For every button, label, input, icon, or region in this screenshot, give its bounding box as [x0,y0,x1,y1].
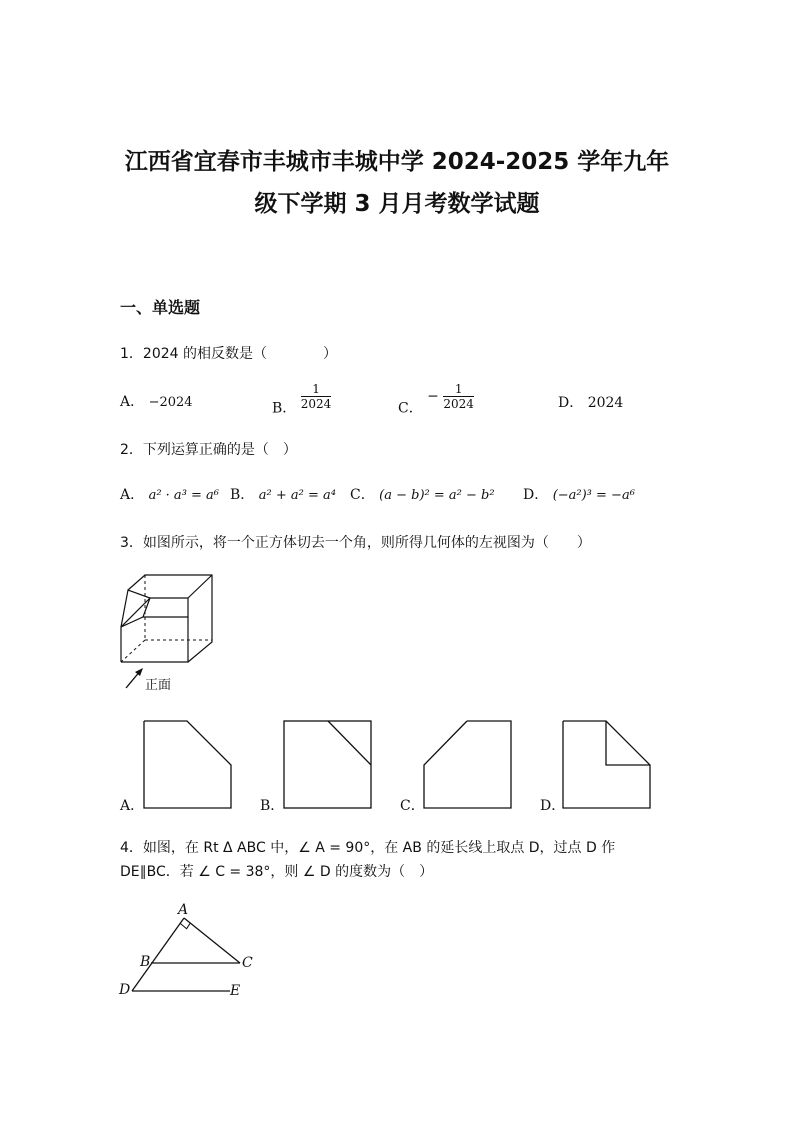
question-1-option-a [120,391,193,411]
fraction-numerator: 1 [443,382,474,397]
point-a-label: A [178,902,189,918]
fraction-denominator: 2024 [300,397,332,411]
option-expression: (a − b)² = a² − b² [379,488,495,503]
section-heading: 一、单选题 [120,298,201,317]
question-3-option-b-label: B． [260,798,285,814]
point-b-label: B [140,954,151,970]
question-2-option-d [523,484,635,504]
point-d-label: D [119,982,131,998]
triangle-figure [118,900,268,1005]
question-3-option-c-figure [424,721,512,809]
option-value: −2024 [148,395,193,410]
question-4-line1: 4．如图，在 Rt Δ ABC 中，∠ A = 90°，在 AB 的延长线上取点 D，过点 D 作 [120,840,616,856]
minus-sign: − [427,388,439,405]
option-expression: (−a²)³ = −a⁶ [552,488,635,503]
question-2-stem: 2．下列运算正确的是（ ） [120,442,297,458]
fraction-numerator: 1 [301,382,332,397]
option-label: D． [558,395,584,411]
option-label: B． [272,400,297,417]
question-2-option-a [120,484,219,504]
option-label: C． [350,487,375,503]
option-value: 2024 [587,395,624,411]
point-e-label: E [230,983,241,999]
fraction [301,382,332,411]
option-label: C． [398,400,423,417]
question-2-option-c [350,484,495,504]
question-4-line2: DE∥BC．若 ∠ C = 38°，则 ∠ D 的度数为（ ） [120,864,434,880]
question-3-option-a-figure [144,721,232,809]
fraction-denominator: 2024 [443,397,474,411]
option-expression: a² · a³ = a⁶ [148,488,220,503]
question-3-option-a-label: A． [120,798,145,814]
question-3-option-d-label: D． [540,798,566,814]
question-3-option-c-label: C． [400,798,425,814]
question-1-stem: 1．2024 的相反数是（ ） [120,346,337,362]
question-1-option-b [272,382,331,418]
question-3-option-b-figure [284,721,372,809]
question-2-option-b [230,484,336,504]
fraction [443,382,474,411]
front-arrow-icon [124,666,146,690]
question-1-option-c [398,382,474,418]
document-title-line2: 级下学期 3 月月考数学试题 [254,191,540,217]
question-3-stem: 3．如图所示，将一个正方体切去一个角，则所得几何体的左视图为（ ） [120,535,591,551]
option-label: A． [120,487,145,503]
option-label: B． [230,487,255,503]
question-3-option-d-figure [563,721,651,809]
option-expression: a² + a² = a⁴ [258,488,336,503]
point-c-label: C [242,955,253,971]
cut-cube-figure [118,572,218,667]
question-1-option-d [558,392,623,412]
document-title-line1: 江西省宜春市丰城市丰城中学 2024-2025 学年九年 [124,149,670,175]
option-label: D． [523,487,549,503]
option-label: A． [120,394,145,410]
front-label: 正面 [145,678,172,693]
